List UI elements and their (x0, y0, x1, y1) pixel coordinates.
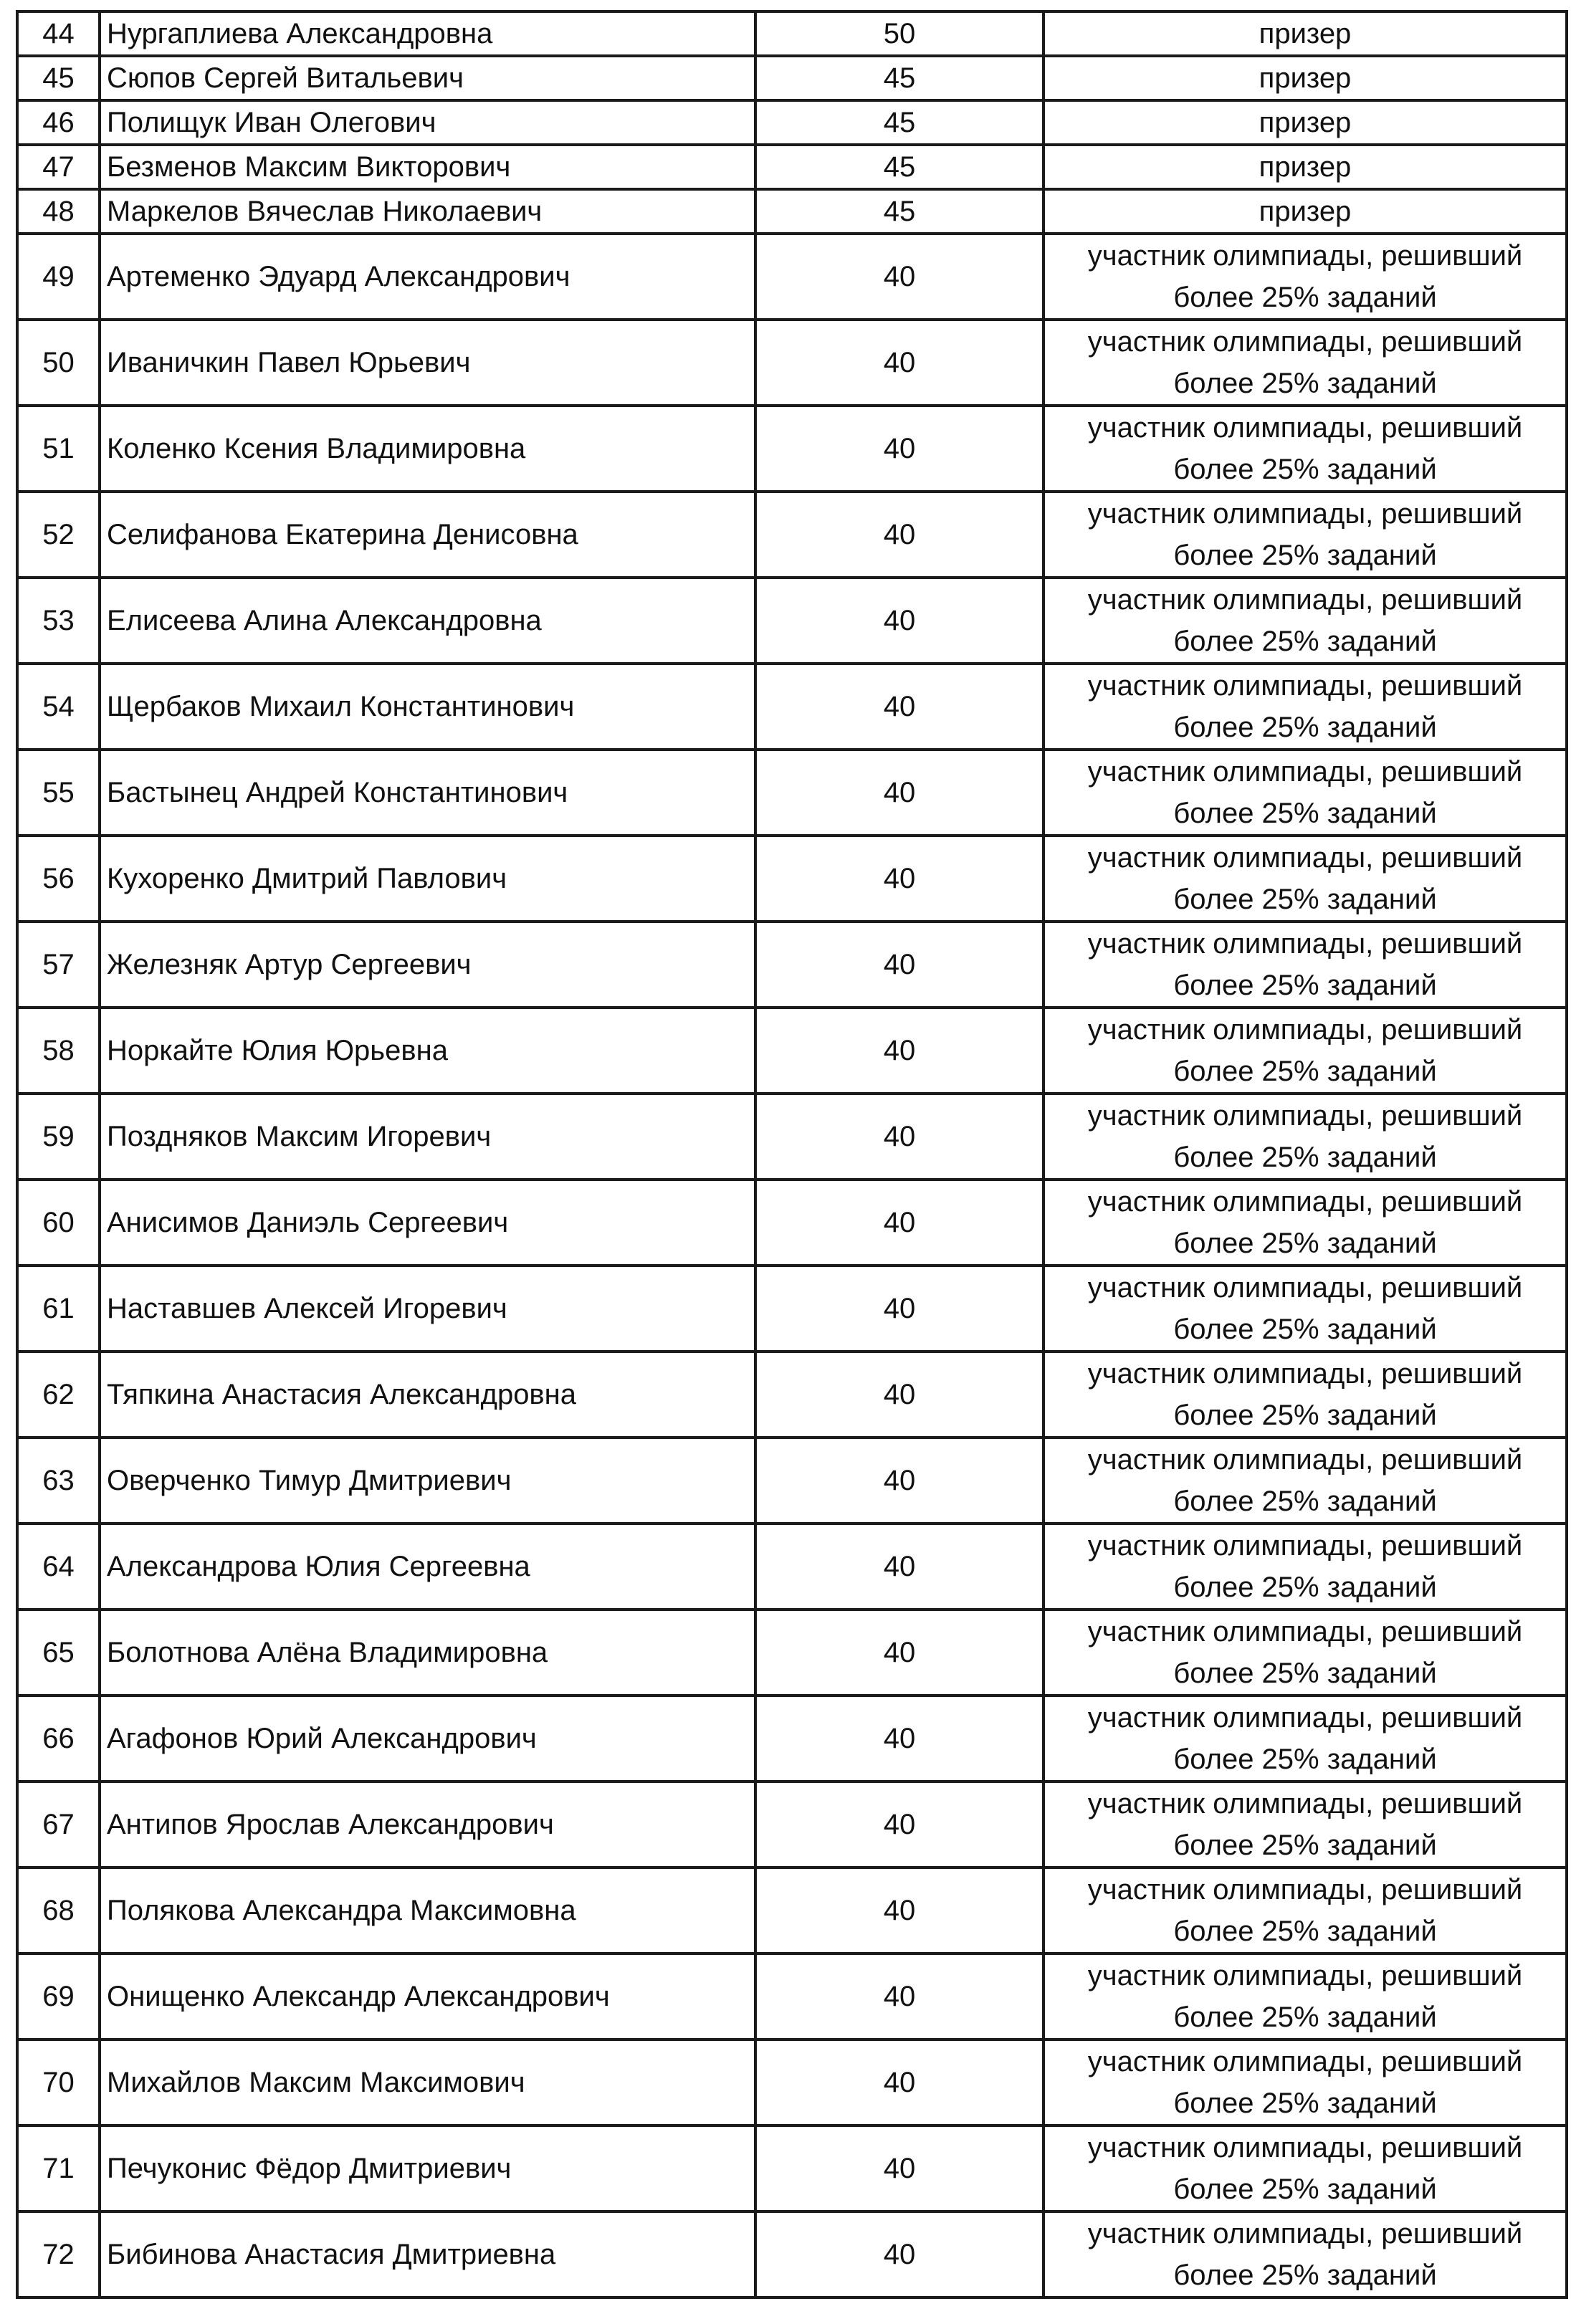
table-row (17, 750, 1567, 836)
row-number: 50 (17, 320, 100, 406)
status (1044, 11, 1567, 56)
status (1044, 836, 1567, 922)
row-number: 48 (17, 189, 100, 234)
status (1044, 100, 1567, 145)
table-row (17, 1266, 1567, 1352)
table-row (17, 11, 1567, 56)
table-row (17, 1180, 1567, 1266)
participant-name: Полякова Александра Максимовна (100, 1868, 755, 1954)
row-number: 69 (17, 1954, 100, 2040)
status-text: участник олимпиады, решивший более 25% заданий (1087, 1272, 1523, 1345)
participant-name: Железняк Артур Сергеевич (100, 922, 755, 1008)
status (1044, 1180, 1567, 1266)
score: 40 (755, 1954, 1044, 2040)
row-number: 67 (17, 1782, 100, 1868)
participant-name: Михайлов Максим Максимович (100, 2040, 755, 2125)
score: 40 (755, 2211, 1044, 2297)
score: 40 (755, 234, 1044, 320)
row-number: 45 (17, 56, 100, 100)
participant-name: Печуконис Фёдор Дмитриевич (100, 2125, 755, 2211)
status (1044, 1008, 1567, 1094)
results-table (16, 10, 1568, 2299)
row-number: 44 (17, 11, 100, 56)
score: 40 (755, 406, 1044, 492)
row-number: 70 (17, 2040, 100, 2125)
table-row (17, 145, 1567, 189)
participant-name: Маркелов Вячеслав Николаевич (100, 189, 755, 234)
status-text: участник олимпиады, решивший более 25% заданий (1087, 1960, 1523, 2033)
status (1044, 145, 1567, 189)
table-row (17, 320, 1567, 406)
table-row (17, 234, 1567, 320)
row-number: 68 (17, 1868, 100, 1954)
score: 40 (755, 750, 1044, 836)
table-row (17, 2211, 1567, 2297)
participant-name: Агафонов Юрий Александрович (100, 1696, 755, 1782)
score: 45 (755, 189, 1044, 234)
score: 40 (755, 922, 1044, 1008)
table-row (17, 2125, 1567, 2211)
status-text: участник олимпиады, решивший более 25% заданий (1087, 584, 1523, 657)
participant-name: Нургаплиева Александровна (100, 11, 755, 56)
score: 45 (755, 100, 1044, 145)
table-row (17, 1352, 1567, 1438)
participant-name: Иваничкин Павел Юрьевич (100, 320, 755, 406)
row-number: 66 (17, 1696, 100, 1782)
score: 40 (755, 1094, 1044, 1180)
table-row (17, 578, 1567, 664)
participant-name: Щербаков Михаил Константинович (100, 664, 755, 750)
participant-name: Полищук Иван Олегович (100, 100, 755, 145)
row-number: 72 (17, 2211, 100, 2297)
status (1044, 1868, 1567, 1954)
table-row (17, 492, 1567, 578)
row-number: 53 (17, 578, 100, 664)
row-number: 65 (17, 1610, 100, 1696)
score: 40 (755, 1782, 1044, 1868)
participant-name: Анисимов Даниэль Сергеевич (100, 1180, 755, 1266)
status (1044, 1610, 1567, 1696)
row-number: 58 (17, 1008, 100, 1094)
participant-name: Антипов Ярослав Александрович (100, 1782, 755, 1868)
status-text: призер (1259, 62, 1352, 94)
document-page (16, 10, 1565, 2299)
score: 40 (755, 2125, 1044, 2211)
status-text: призер (1259, 196, 1352, 227)
score: 40 (755, 1696, 1044, 1782)
status-text: участник олимпиады, решивший более 25% заданий (1087, 412, 1523, 485)
score: 40 (755, 836, 1044, 922)
status (1044, 189, 1567, 234)
score: 40 (755, 2040, 1044, 2125)
status-text: участник олимпиады, решивший более 25% заданий (1087, 1702, 1523, 1775)
row-number: 71 (17, 2125, 100, 2211)
status-text: участник олимпиады, решивший более 25% заданий (1087, 842, 1523, 915)
table-row (17, 2040, 1567, 2125)
participant-name: Норкайте Юлия Юрьевна (100, 1008, 755, 1094)
status-text: участник олимпиады, решивший более 25% заданий (1087, 1358, 1523, 1431)
status-text: призер (1259, 18, 1352, 49)
row-number: 47 (17, 145, 100, 189)
score: 40 (755, 1008, 1044, 1094)
participant-name: Сюпов Сергей Витальевич (100, 56, 755, 100)
status (1044, 1696, 1567, 1782)
table-row (17, 1868, 1567, 1954)
score: 40 (755, 1438, 1044, 1524)
status-text: участник олимпиады, решивший более 25% заданий (1087, 1014, 1523, 1087)
status-text: участник олимпиады, решивший более 25% заданий (1087, 1530, 1523, 1603)
status-text: участник олимпиады, решивший более 25% заданий (1087, 1788, 1523, 1861)
status-text: участник олимпиады, решивший более 25% заданий (1087, 1874, 1523, 1947)
status (1044, 1782, 1567, 1868)
status-text: участник олимпиады, решивший более 25% заданий (1087, 670, 1523, 743)
status-text: участник олимпиады, решивший более 25% заданий (1087, 1186, 1523, 1259)
participant-name: Елисеева Алина Александровна (100, 578, 755, 664)
status (1044, 320, 1567, 406)
table-row (17, 664, 1567, 750)
row-number: 59 (17, 1094, 100, 1180)
score: 40 (755, 492, 1044, 578)
status-text: участник олимпиады, решивший более 25% заданий (1087, 1616, 1523, 1689)
table-row (17, 1094, 1567, 1180)
status-text: участник олимпиады, решивший более 25% заданий (1087, 1100, 1523, 1173)
status-text: участник олимпиады, решивший более 25% заданий (1087, 1444, 1523, 1517)
score: 40 (755, 664, 1044, 750)
row-number: 63 (17, 1438, 100, 1524)
status (1044, 1266, 1567, 1352)
table-row (17, 189, 1567, 234)
table-row (17, 1782, 1567, 1868)
score: 45 (755, 145, 1044, 189)
participant-name: Александрова Юлия Сергеевна (100, 1524, 755, 1610)
status-text: участник олимпиады, решивший более 25% заданий (1087, 928, 1523, 1001)
table-row (17, 406, 1567, 492)
row-number: 46 (17, 100, 100, 145)
table-row (17, 922, 1567, 1008)
status (1044, 664, 1567, 750)
participant-name: Бастынец Андрей Константинович (100, 750, 755, 836)
status (1044, 406, 1567, 492)
table-row (17, 1610, 1567, 1696)
table-row (17, 836, 1567, 922)
participant-name: Онищенко Александр Александрович (100, 1954, 755, 2040)
participant-name: Бибинова Анастасия Дмитриевна (100, 2211, 755, 2297)
status-text: участник олимпиады, решивший более 25% заданий (1087, 498, 1523, 571)
status-text: участник олимпиады, решивший более 25% заданий (1087, 240, 1523, 313)
table-row (17, 1954, 1567, 2040)
row-number: 61 (17, 1266, 100, 1352)
table-row (17, 56, 1567, 100)
score: 40 (755, 578, 1044, 664)
status-text: призер (1259, 107, 1352, 138)
status (1044, 2211, 1567, 2297)
table-row (17, 100, 1567, 145)
status (1044, 2040, 1567, 2125)
participant-name: Селифанова Екатерина Денисовна (100, 492, 755, 578)
status (1044, 1954, 1567, 2040)
row-number: 57 (17, 922, 100, 1008)
status-text: участник олимпиады, решивший более 25% заданий (1087, 326, 1523, 399)
status-text: участник олимпиады, решивший более 25% заданий (1087, 756, 1523, 829)
row-number: 55 (17, 750, 100, 836)
participant-name: Артеменко Эдуард Александрович (100, 234, 755, 320)
score: 40 (755, 1352, 1044, 1438)
score: 50 (755, 11, 1044, 56)
table-row (17, 1008, 1567, 1094)
score: 45 (755, 56, 1044, 100)
status (1044, 1524, 1567, 1610)
participant-name: Наставшев Алексей Игоревич (100, 1266, 755, 1352)
table-row (17, 1438, 1567, 1524)
status (1044, 578, 1567, 664)
row-number: 60 (17, 1180, 100, 1266)
participant-name: Поздняков Максим Игоревич (100, 1094, 755, 1180)
status (1044, 2125, 1567, 2211)
row-number: 54 (17, 664, 100, 750)
row-number: 64 (17, 1524, 100, 1610)
results-table-body (17, 11, 1567, 2297)
table-row (17, 1696, 1567, 1782)
status-text: участник олимпиады, решивший более 25% заданий (1087, 2132, 1523, 2205)
score: 40 (755, 1868, 1044, 1954)
participant-name: Коленко Ксения Владимировна (100, 406, 755, 492)
row-number: 56 (17, 836, 100, 922)
score: 40 (755, 1180, 1044, 1266)
participant-name: Кухоренко Дмитрий Павлович (100, 836, 755, 922)
score: 40 (755, 1524, 1044, 1610)
status-text: участник олимпиады, решивший более 25% заданий (1087, 2046, 1523, 2119)
row-number: 52 (17, 492, 100, 578)
status (1044, 750, 1567, 836)
score: 40 (755, 320, 1044, 406)
status (1044, 922, 1567, 1008)
status (1044, 234, 1567, 320)
row-number: 51 (17, 406, 100, 492)
row-number: 49 (17, 234, 100, 320)
participant-name: Оверченко Тимур Дмитриевич (100, 1438, 755, 1524)
table-row (17, 1524, 1567, 1610)
status (1044, 1094, 1567, 1180)
row-number: 62 (17, 1352, 100, 1438)
participant-name: Безменов Максим Викторович (100, 145, 755, 189)
score: 40 (755, 1610, 1044, 1696)
participant-name: Болотнова Алёна Владимировна (100, 1610, 755, 1696)
participant-name: Тяпкина Анастасия Александровна (100, 1352, 755, 1438)
status (1044, 1352, 1567, 1438)
status (1044, 1438, 1567, 1524)
status-text: участник олимпиады, решивший более 25% заданий (1087, 2218, 1523, 2291)
status (1044, 492, 1567, 578)
score: 40 (755, 1266, 1044, 1352)
status (1044, 56, 1567, 100)
status-text: призер (1259, 151, 1352, 183)
